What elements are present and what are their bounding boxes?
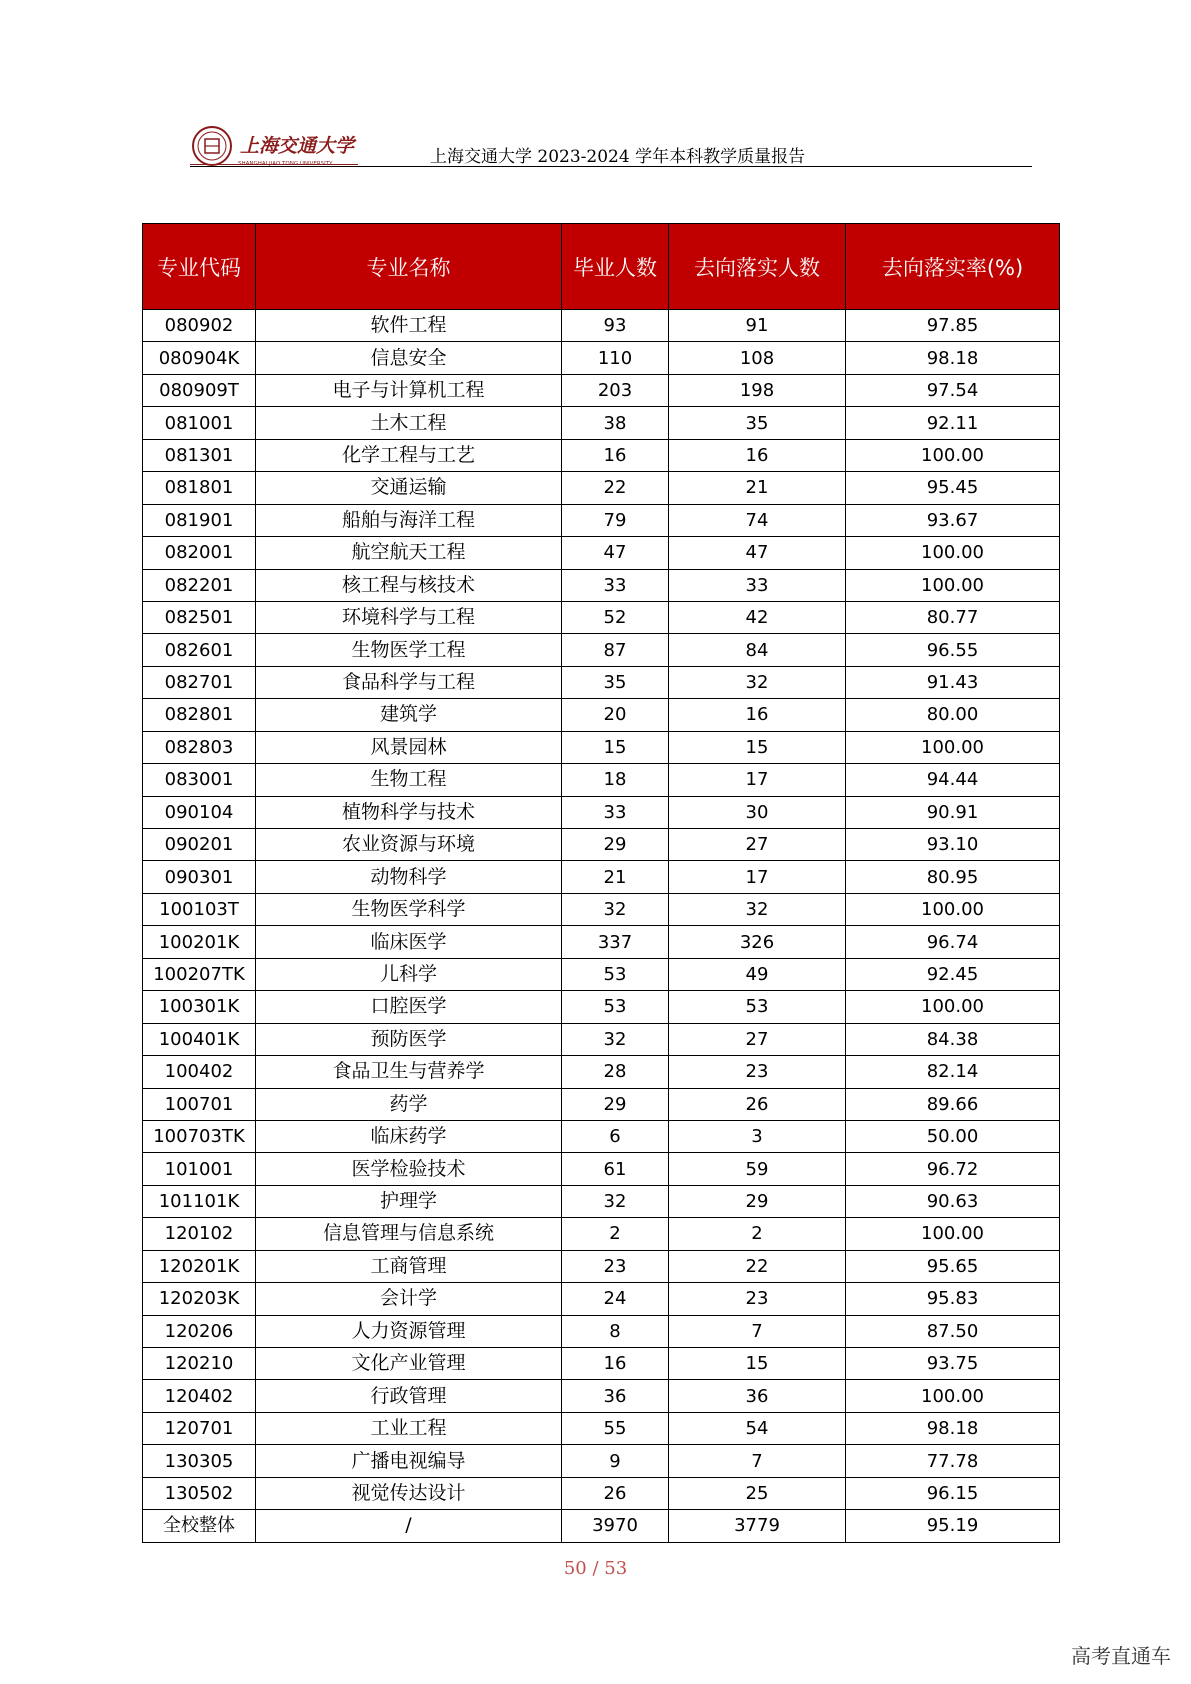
cell-rate: 96.74: [846, 926, 1060, 958]
cell-placed: 23: [669, 1283, 846, 1315]
cell-code: 130305: [143, 1445, 256, 1477]
cell-placed: 3: [669, 1120, 846, 1152]
cell-code: 120203K: [143, 1283, 256, 1315]
cell-rate: 100.00: [846, 731, 1060, 763]
cell-graduates: 29: [562, 829, 669, 861]
cell-name: 工业工程: [256, 1412, 562, 1444]
table-row: [143, 1153, 1060, 1185]
cell-name: 动物科学: [256, 861, 562, 893]
cell-name: 生物工程: [256, 764, 562, 796]
cell-name: 环境科学与工程: [256, 601, 562, 633]
table-row: [143, 958, 1060, 990]
cell-graduates: 22: [562, 472, 669, 504]
cell-placed: 2: [669, 1218, 846, 1250]
cell-rate: 93.10: [846, 829, 1060, 861]
cell-graduates: 55: [562, 1412, 669, 1444]
cell-name: 信息管理与信息系统: [256, 1218, 562, 1250]
col-header-placed: 去向落实人数: [669, 224, 846, 310]
cell-placed: 25: [669, 1477, 846, 1509]
cell-name: 医学检验技术: [256, 1153, 562, 1185]
cell-name: 风景园林: [256, 731, 562, 763]
cell-placed: 21: [669, 472, 846, 504]
cell-name: 文化产业管理: [256, 1348, 562, 1380]
cell-rate: 77.78: [846, 1445, 1060, 1477]
cell-placed: 16: [669, 439, 846, 471]
cell-rate: 97.85: [846, 310, 1060, 342]
cell-graduates: 15: [562, 731, 669, 763]
table-header-row: [143, 224, 1060, 310]
cell-graduates: 337: [562, 926, 669, 958]
cell-name: 交通运输: [256, 472, 562, 504]
cell-placed: 74: [669, 504, 846, 536]
cell-name: 土木工程: [256, 407, 562, 439]
header-accent-rule: [190, 164, 358, 165]
cell-name: 信息安全: [256, 342, 562, 374]
cell-code: 082501: [143, 601, 256, 633]
cell-graduates: 35: [562, 666, 669, 698]
cell-code: 100703TK: [143, 1120, 256, 1152]
col-header-rate: 去向落实率(%): [846, 224, 1060, 310]
cell-name: 建筑学: [256, 699, 562, 731]
cell-name: 视觉传达设计: [256, 1477, 562, 1509]
cell-placed: 15: [669, 1348, 846, 1380]
cell-rate: 91.43: [846, 666, 1060, 698]
table-row: [143, 1218, 1060, 1250]
cell-name: 预防医学: [256, 1023, 562, 1055]
cell-code: 100207TK: [143, 958, 256, 990]
cell-rate: 100.00: [846, 1218, 1060, 1250]
cell-placed: 30: [669, 796, 846, 828]
cell-placed: 27: [669, 829, 846, 861]
cell-graduates: 6: [562, 1120, 669, 1152]
table-row: [143, 731, 1060, 763]
cell-code: 101001: [143, 1153, 256, 1185]
cell-graduates: 93: [562, 310, 669, 342]
cell-code: 082201: [143, 569, 256, 601]
cell-rate: 95.65: [846, 1250, 1060, 1282]
cell-graduates: 33: [562, 796, 669, 828]
cell-rate: 80.00: [846, 699, 1060, 731]
cell-name: 临床医学: [256, 926, 562, 958]
table-row: [143, 666, 1060, 698]
cell-placed: 15: [669, 731, 846, 763]
cell-graduates: 28: [562, 1056, 669, 1088]
cell-code: 130502: [143, 1477, 256, 1509]
table-row: [143, 310, 1060, 342]
cell-rate: 93.75: [846, 1348, 1060, 1380]
cell-rate: 50.00: [846, 1120, 1060, 1152]
table-row: [143, 342, 1060, 374]
cell-graduates: 33: [562, 569, 669, 601]
cell-code: 082601: [143, 634, 256, 666]
cell-name: 会计学: [256, 1283, 562, 1315]
cell-placed: 3779: [669, 1510, 846, 1542]
cell-name: 农业资源与环境: [256, 829, 562, 861]
cell-name: 食品卫生与营养学: [256, 1056, 562, 1088]
table-row: [143, 1510, 1060, 1542]
cell-graduates: 18: [562, 764, 669, 796]
table-row: [143, 1477, 1060, 1509]
cell-graduates: 26: [562, 1477, 669, 1509]
cell-graduates: 2: [562, 1218, 669, 1250]
cell-placed: 53: [669, 991, 846, 1023]
cell-code: 083001: [143, 764, 256, 796]
cell-placed: 22: [669, 1250, 846, 1282]
cell-placed: 198: [669, 374, 846, 406]
col-header-code: 专业代码: [143, 224, 256, 310]
cell-rate: 100.00: [846, 893, 1060, 925]
cell-code: 120402: [143, 1380, 256, 1412]
cell-placed: 91: [669, 310, 846, 342]
cell-rate: 95.45: [846, 472, 1060, 504]
cell-graduates: 23: [562, 1250, 669, 1282]
cell-name: 生物医学科学: [256, 893, 562, 925]
cell-code: 100402: [143, 1056, 256, 1088]
employment-rate-table: [142, 223, 1060, 1543]
cell-graduates: 24: [562, 1283, 669, 1315]
table-row: [143, 504, 1060, 536]
table-row: [143, 1185, 1060, 1217]
cell-rate: 80.77: [846, 601, 1060, 633]
cell-graduates: 3970: [562, 1510, 669, 1542]
cell-placed: 23: [669, 1056, 846, 1088]
cell-graduates: 32: [562, 893, 669, 925]
cell-code: 082803: [143, 731, 256, 763]
cell-rate: 92.11: [846, 407, 1060, 439]
cell-rate: 82.14: [846, 1056, 1060, 1088]
cell-graduates: 9: [562, 1445, 669, 1477]
cell-name: 口腔医学: [256, 991, 562, 1023]
cell-graduates: 29: [562, 1088, 669, 1120]
cell-placed: 108: [669, 342, 846, 374]
cell-code: 100401K: [143, 1023, 256, 1055]
cell-graduates: 36: [562, 1380, 669, 1412]
cell-rate: 90.91: [846, 796, 1060, 828]
cell-code: 081801: [143, 472, 256, 504]
cell-code: 100103T: [143, 893, 256, 925]
table-row: [143, 764, 1060, 796]
cell-rate: 89.66: [846, 1088, 1060, 1120]
table-row: [143, 861, 1060, 893]
cell-code: 080909T: [143, 374, 256, 406]
table-row: [143, 1348, 1060, 1380]
report-title: 上海交通大学 2023-2024 学年本科教学质量报告: [430, 147, 806, 167]
header-rule: [190, 166, 1032, 167]
cell-graduates: 61: [562, 1153, 669, 1185]
cell-rate: 84.38: [846, 1023, 1060, 1055]
cell-graduates: 53: [562, 991, 669, 1023]
cell-placed: 17: [669, 861, 846, 893]
cell-rate: 98.18: [846, 342, 1060, 374]
cell-graduates: 53: [562, 958, 669, 990]
col-header-graduates: 毕业人数: [562, 224, 669, 310]
cell-placed: 59: [669, 1153, 846, 1185]
cell-name: 药学: [256, 1088, 562, 1120]
table-row: [143, 601, 1060, 633]
cell-graduates: 32: [562, 1185, 669, 1217]
cell-placed: 326: [669, 926, 846, 958]
cell-rate: 100.00: [846, 1380, 1060, 1412]
cell-rate: 94.44: [846, 764, 1060, 796]
cell-name: 儿科学: [256, 958, 562, 990]
table-row: [143, 991, 1060, 1023]
cell-name: 软件工程: [256, 310, 562, 342]
cell-code: 082701: [143, 666, 256, 698]
cell-code: 全校整体: [143, 1510, 256, 1542]
cell-graduates: 52: [562, 601, 669, 633]
cell-name: 临床药学: [256, 1120, 562, 1152]
cell-placed: 49: [669, 958, 846, 990]
watermark: 高考直通车: [1071, 1644, 1171, 1668]
cell-code: 090104: [143, 796, 256, 828]
cell-code: 080902: [143, 310, 256, 342]
cell-name: 航空航天工程: [256, 537, 562, 569]
cell-name: 工商管理: [256, 1250, 562, 1282]
cell-rate: 100.00: [846, 439, 1060, 471]
table-row: [143, 439, 1060, 471]
cell-placed: 42: [669, 601, 846, 633]
cell-placed: 32: [669, 893, 846, 925]
cell-graduates: 16: [562, 439, 669, 471]
cell-graduates: 47: [562, 537, 669, 569]
cell-name: 人力资源管理: [256, 1315, 562, 1347]
cell-code: 120210: [143, 1348, 256, 1380]
table-row: [143, 1412, 1060, 1444]
cell-rate: 95.83: [846, 1283, 1060, 1315]
table-row: [143, 1380, 1060, 1412]
university-logo: [190, 124, 370, 168]
cell-placed: 32: [669, 666, 846, 698]
cell-name: 护理学: [256, 1185, 562, 1217]
cell-code: 080904K: [143, 342, 256, 374]
cell-name: 生物医学工程: [256, 634, 562, 666]
cell-name: 化学工程与工艺: [256, 439, 562, 471]
cell-rate: 87.50: [846, 1315, 1060, 1347]
cell-placed: 27: [669, 1023, 846, 1055]
cell-name: 核工程与核技术: [256, 569, 562, 601]
cell-placed: 7: [669, 1315, 846, 1347]
table-row: [143, 1445, 1060, 1477]
cell-code: 100701: [143, 1088, 256, 1120]
page-header: [190, 120, 1032, 170]
cell-placed: 29: [669, 1185, 846, 1217]
table-row: [143, 796, 1060, 828]
cell-code: 100201K: [143, 926, 256, 958]
logo-text-cn: 上海交通大学: [240, 135, 355, 157]
cell-graduates: 38: [562, 407, 669, 439]
page-number: 50 / 53: [563, 1558, 628, 1579]
cell-code: 101101K: [143, 1185, 256, 1217]
cell-code: 090301: [143, 861, 256, 893]
cell-rate: 92.45: [846, 958, 1060, 990]
cell-name: 船舶与海洋工程: [256, 504, 562, 536]
col-header-name: 专业名称: [256, 224, 562, 310]
cell-code: 120102: [143, 1218, 256, 1250]
cell-placed: 36: [669, 1380, 846, 1412]
cell-code: 081301: [143, 439, 256, 471]
cell-code: 100301K: [143, 991, 256, 1023]
cell-rate: 97.54: [846, 374, 1060, 406]
cell-rate: 96.55: [846, 634, 1060, 666]
cell-placed: 26: [669, 1088, 846, 1120]
table-row: [143, 893, 1060, 925]
cell-name: 电子与计算机工程: [256, 374, 562, 406]
cell-graduates: 16: [562, 1348, 669, 1380]
cell-graduates: 32: [562, 1023, 669, 1055]
cell-graduates: 79: [562, 504, 669, 536]
cell-placed: 84: [669, 634, 846, 666]
cell-rate: 95.19: [846, 1510, 1060, 1542]
cell-code: 081901: [143, 504, 256, 536]
cell-graduates: 87: [562, 634, 669, 666]
cell-rate: 96.72: [846, 1153, 1060, 1185]
table-row: [143, 374, 1060, 406]
cell-code: 090201: [143, 829, 256, 861]
table-row: [143, 699, 1060, 731]
cell-rate: 100.00: [846, 569, 1060, 601]
table-row: [143, 1056, 1060, 1088]
table-row: [143, 1283, 1060, 1315]
cell-rate: 80.95: [846, 861, 1060, 893]
cell-code: 082001: [143, 537, 256, 569]
cell-code: 081001: [143, 407, 256, 439]
table-row: [143, 407, 1060, 439]
table-row: [143, 472, 1060, 504]
cell-graduates: 21: [562, 861, 669, 893]
cell-rate: 90.63: [846, 1185, 1060, 1217]
cell-rate: 93.67: [846, 504, 1060, 536]
cell-code: 082801: [143, 699, 256, 731]
cell-rate: 98.18: [846, 1412, 1060, 1444]
cell-placed: 7: [669, 1445, 846, 1477]
cell-placed: 54: [669, 1412, 846, 1444]
table-row: [143, 926, 1060, 958]
cell-placed: 33: [669, 569, 846, 601]
cell-code: 120206: [143, 1315, 256, 1347]
cell-code: 120701: [143, 1412, 256, 1444]
cell-rate: 100.00: [846, 537, 1060, 569]
cell-rate: 100.00: [846, 991, 1060, 1023]
cell-graduates: 8: [562, 1315, 669, 1347]
table-row: [143, 1023, 1060, 1055]
cell-placed: 47: [669, 537, 846, 569]
cell-name: 行政管理: [256, 1380, 562, 1412]
table-row: [143, 634, 1060, 666]
cell-placed: 17: [669, 764, 846, 796]
table-row: [143, 1088, 1060, 1120]
cell-name: /: [256, 1510, 562, 1542]
table-row: [143, 1315, 1060, 1347]
logo-text-en: SHANGHAI JIAO TONG UNIVERSITY: [238, 161, 333, 167]
cell-graduates: 110: [562, 342, 669, 374]
cell-rate: 96.15: [846, 1477, 1060, 1509]
cell-placed: 35: [669, 407, 846, 439]
table-row: [143, 1250, 1060, 1282]
table-row: [143, 537, 1060, 569]
table-row: [143, 829, 1060, 861]
cell-code: 120201K: [143, 1250, 256, 1282]
table-row: [143, 569, 1060, 601]
cell-graduates: 20: [562, 699, 669, 731]
table-row: [143, 1120, 1060, 1152]
cell-name: 广播电视编导: [256, 1445, 562, 1477]
cell-graduates: 203: [562, 374, 669, 406]
cell-name: 植物科学与技术: [256, 796, 562, 828]
cell-name: 食品科学与工程: [256, 666, 562, 698]
cell-placed: 16: [669, 699, 846, 731]
